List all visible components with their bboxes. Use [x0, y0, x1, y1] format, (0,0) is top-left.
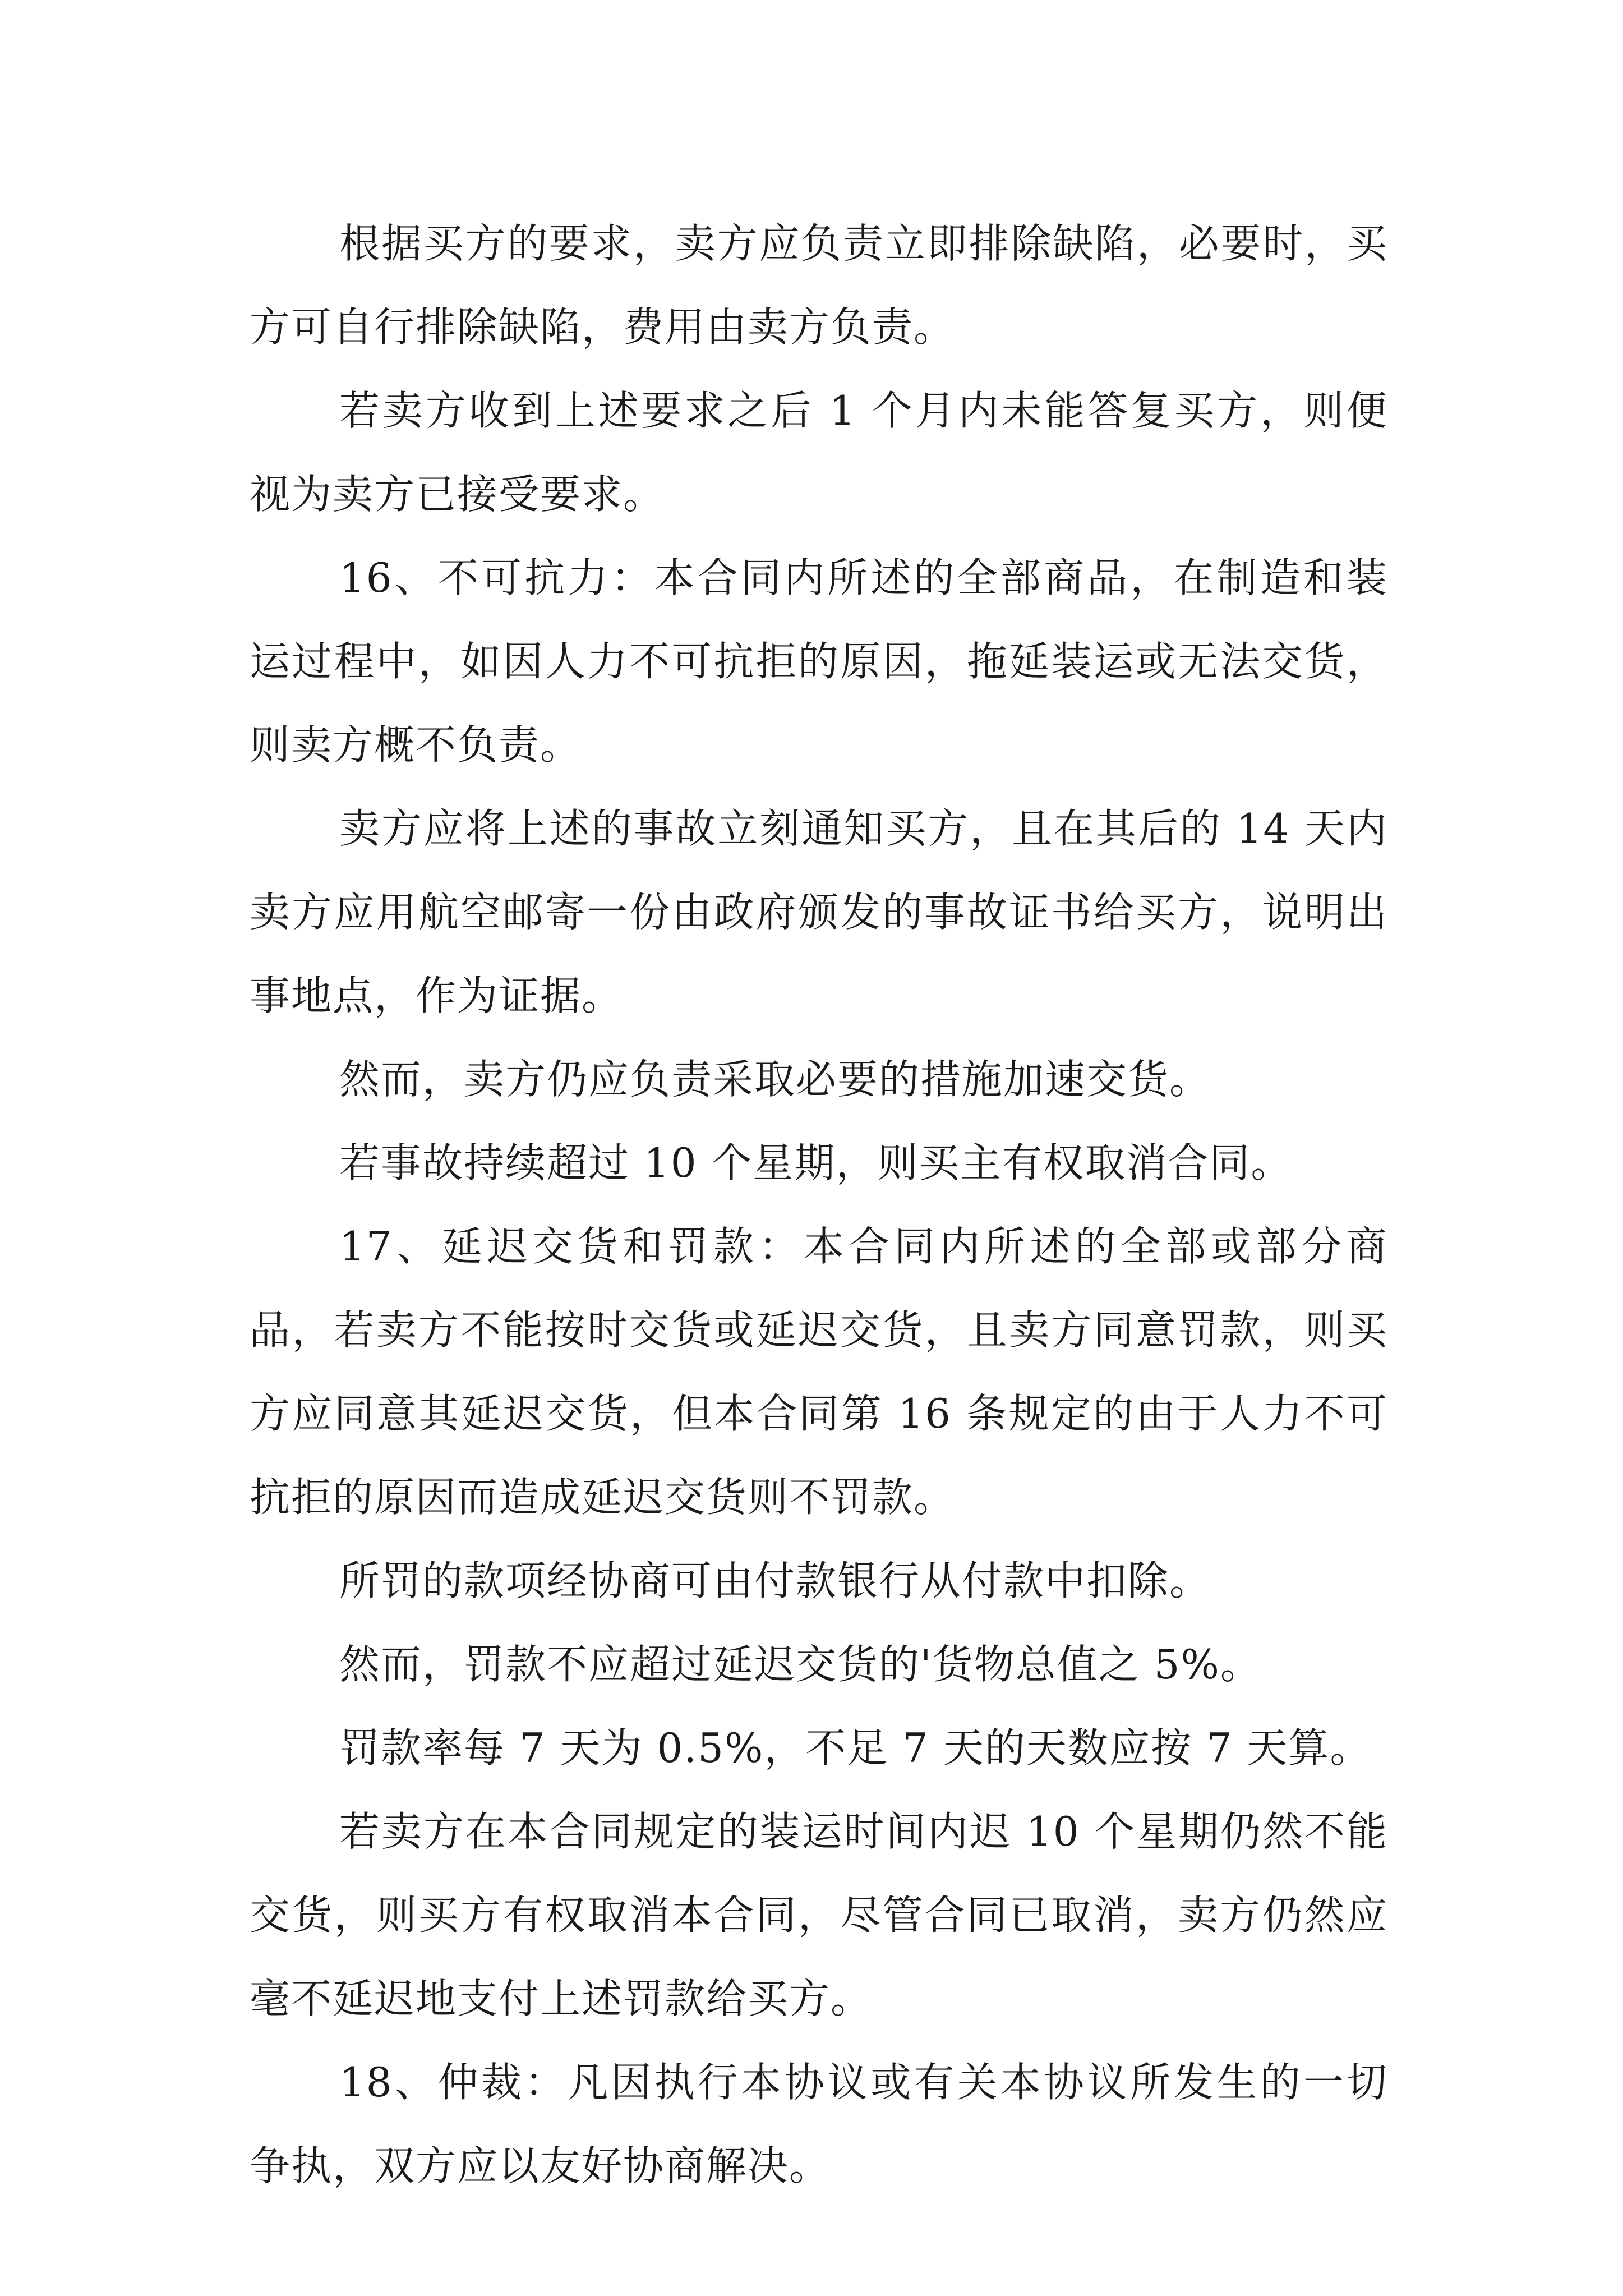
paragraph-8: 所罚的款项经协商可由付款银行从付款中扣除。	[339, 1557, 1211, 1604]
paragraph-10: 罚款率每 7 天为 0.5%，不足 7 天的天数应按 7 天算。	[339, 1724, 1372, 1772]
paragraph-4: 卖方应将上述的事故立刻通知买方，且在其后的 14 天内卖方应用航空邮寄一份由政府颁发的事故证书给买方，说明出事地点，作为证据。	[250, 805, 1388, 1019]
paragraph-12: 18、仲裁：凡因执行本协议或有关本协议所发生的一切争执，双方应以友好协商解决。	[250, 2059, 1388, 2189]
paragraph-9: 然而，罚款不应超过延迟交货的'货物总值之 5%。	[339, 1641, 1262, 1688]
paragraph-6: 若事故持续超过 10 个星期，则买主有权取消合同。	[339, 1139, 1293, 1186]
document-body	[250, 202, 1388, 2208]
paragraph-7: 17、延迟交货和罚款：本合同内所述的全部或部分商品，若卖方不能按时交货或延迟交货，且卖方同意罚款，则买方应同意其延迟交货，但本合同第 16 条规定的由于人力不可抗拒的原因而造成延迟交货则不罚款。	[250, 1223, 1388, 1521]
paragraph-1: 根据买方的要求，卖方应负责立即排除缺陷，必要时，买方可自行排除缺陷，费用由卖方负责。	[250, 220, 1388, 351]
paragraph-3: 16、不可抗力：本合同内所述的全部商品，在制造和装运过程中，如因人力不可抗拒的原因，拖延装运或无法交货，则卖方概不负责。	[250, 554, 1388, 769]
paragraph-2: 若卖方收到上述要求之后 1 个月内未能答复买方，则便视为卖方已接受要求。	[250, 387, 1388, 518]
paragraph-11: 若卖方在本合同规定的装运时间内迟 10 个星期仍然不能交货，则买方有权取消本合同，尽管合同已取消，卖方仍然应毫不延迟地支付上述罚款给买方。	[250, 1808, 1388, 2022]
paragraph-5: 然而，卖方仍应负责采取必要的措施加速交货。	[339, 1056, 1211, 1103]
